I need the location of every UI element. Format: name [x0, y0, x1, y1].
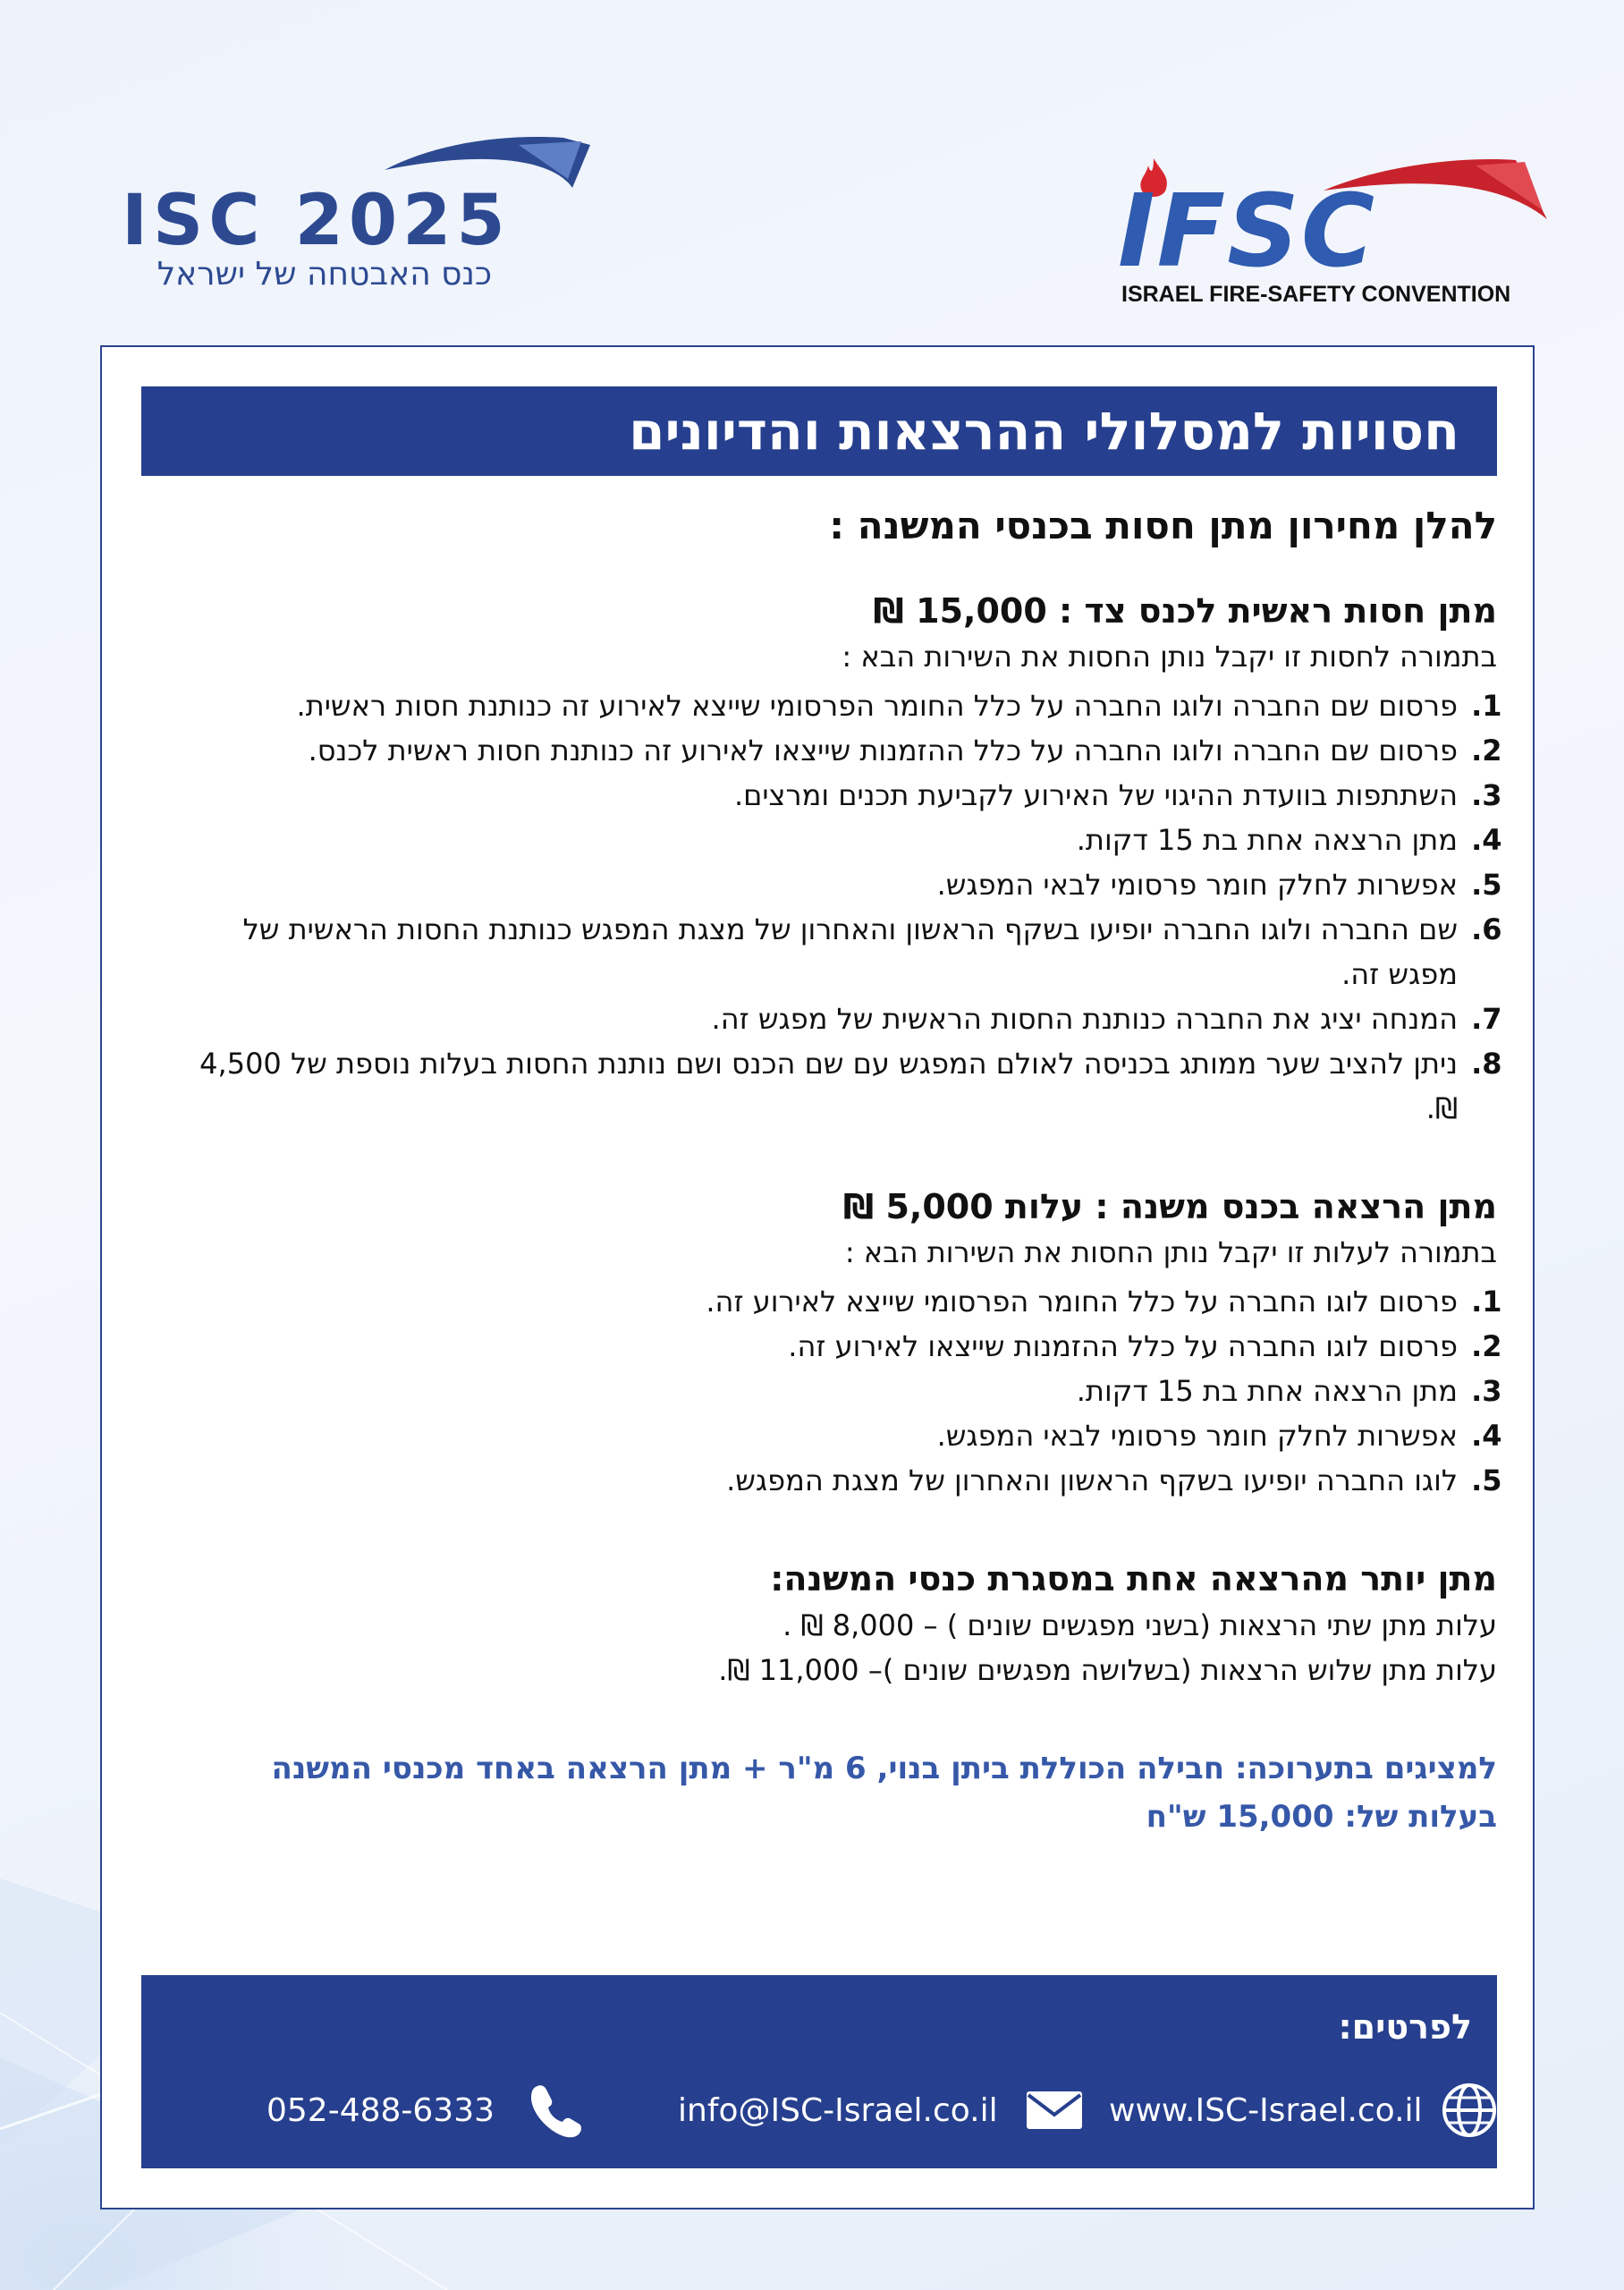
contact-row	[266, 2079, 1483, 2142]
isc-logo-subtitle: כנס האבטחה של ישראל	[156, 256, 492, 293]
section-title-lecture: מתן הרצאה בכנס משנה : עלות 5,000 ₪	[842, 1187, 1497, 1226]
list-main-sponsor	[173, 683, 1497, 1131]
phone-number[interactable]: 052-488-6333	[266, 2091, 495, 2129]
spacer	[173, 1131, 1497, 1183]
list-lecture	[173, 1279, 1497, 1503]
ifsc-logo-text: IFSC	[1118, 174, 1377, 290]
spacer	[173, 1503, 1497, 1555]
list-item: 3. מתן הרצאה אחת בת 15 דקות.	[173, 1369, 1461, 1413]
list-item: 3. השתתפות בוועדת ההיגוי של האירוע לקביעת תכנים ומרצים.	[173, 773, 1461, 818]
section-desc-main-sponsor: בתמורה לחסות זו יקבל נותן החסות את השירות הבא :	[842, 640, 1497, 674]
exhibitor-offer: למציגים בתערוכה: חבילה הכוללת ביתן בנוי, 6 מ"ר + מתן הרצאה באחד מכנסי המשנה	[271, 1751, 1497, 1786]
list-item: 5. לוגו החברה יופיעו בשקף הראשון והאחרון של מצגת המפגש.	[173, 1458, 1461, 1503]
email-address[interactable]: info@ISC-Israel.co.il	[678, 2091, 998, 2129]
list-item: 6. שם החברה ולוגו החברה יופיעו בשקף הראשון והאחרון של מצגת המפגש כנותנת החסות הראשית של מפגש זה.	[173, 907, 1461, 997]
section-title-multi-lecture: מתן יותר מהרצאה אחת במסגרת כנסי המשנה:	[770, 1559, 1497, 1599]
ifsc-logo	[1118, 157, 1547, 318]
spacer	[173, 1692, 1497, 1744]
website-link[interactable]: www.ISC-Israel.co.il	[1109, 2091, 1423, 2129]
list-item: 1. פרסום שם החברה ולוגו החברה על כלל החומר הפרסומי שייצא לאירוע זה כנותנת חסות ראשית.	[173, 683, 1461, 728]
page-title: חסויות למסלולי ההרצאות והדיונים	[629, 401, 1459, 462]
list-item: 2. פרסום לוגו החברה על כלל ההזמנות שייצאו לאירוע זה.	[173, 1324, 1461, 1369]
content-card	[100, 345, 1535, 2209]
list-item: 4. מתן הרצאה אחת בת 15 דקות.	[173, 818, 1461, 862]
contact-bar	[141, 1975, 1497, 2168]
intro-text: להלן מחירון מתן חסות בכנסי המשנה :	[829, 504, 1497, 547]
isc-logo-text: ISC 2025	[122, 181, 511, 261]
list-item: 8. ניתן להציב שער ממותג בכניסה לאולם המפגש עם שם הכנס ושם נותנת החסות בעלות נוספת של 4,500 ₪.	[173, 1041, 1461, 1131]
list-item: 7. המנחה יציג את החברה כנותנת החסות הראשית של מפגש זה.	[173, 997, 1461, 1041]
price-line-two-lectures: עלות מתן שתי הרצאות (בשני מפגשים שונים ) – 8,000 ₪ .	[782, 1608, 1497, 1642]
title-bar	[141, 386, 1497, 476]
pricing-content	[173, 499, 1497, 1841]
website-contact[interactable]	[1109, 2079, 1498, 2142]
ifsc-logo-subtitle: ISRAEL FIRE-SAFETY CONVENTION	[1121, 282, 1511, 307]
email-contact[interactable]	[678, 2079, 1084, 2142]
section-desc-lecture: בתמורה לעלות זו יקבל נותן החסות את השירות הבא :	[844, 1235, 1497, 1269]
price-line-three-lectures: עלות מתן שלוש הרצאות (בשלושה מפגשים שונים )– 11,000 ₪.	[718, 1653, 1497, 1687]
list-item: 5. אפשרות לחלק חומר פרסומי לבאי המפגש.	[173, 862, 1461, 907]
phone-contact[interactable]	[266, 2079, 584, 2142]
phone-icon	[525, 2081, 584, 2140]
list-item: 1. פרסום לוגו החברה על כלל החומר הפרסומי שייצא לאירוע זה.	[173, 1279, 1461, 1324]
contact-label: לפרטים:	[1338, 2007, 1472, 2047]
envelope-icon	[1025, 2088, 1084, 2133]
globe-icon	[1441, 2082, 1498, 2139]
exhibitor-offer-price: בעלות של: 15,000 ש"ח	[1146, 1799, 1497, 1835]
list-item: 4. אפשרות לחלק חומר פרסומי לבאי המפגש.	[173, 1413, 1461, 1458]
isc-2025-logo	[116, 134, 581, 304]
list-item: 2. פרסום שם החברה ולוגו החברה על כלל ההזמנות שייצאו לאירוע זה כנותנת חסות ראשית לכנס.	[173, 728, 1461, 773]
section-title-main-sponsor: מתן חסות ראשית לכנס צד : 15,000 ₪	[873, 591, 1497, 631]
